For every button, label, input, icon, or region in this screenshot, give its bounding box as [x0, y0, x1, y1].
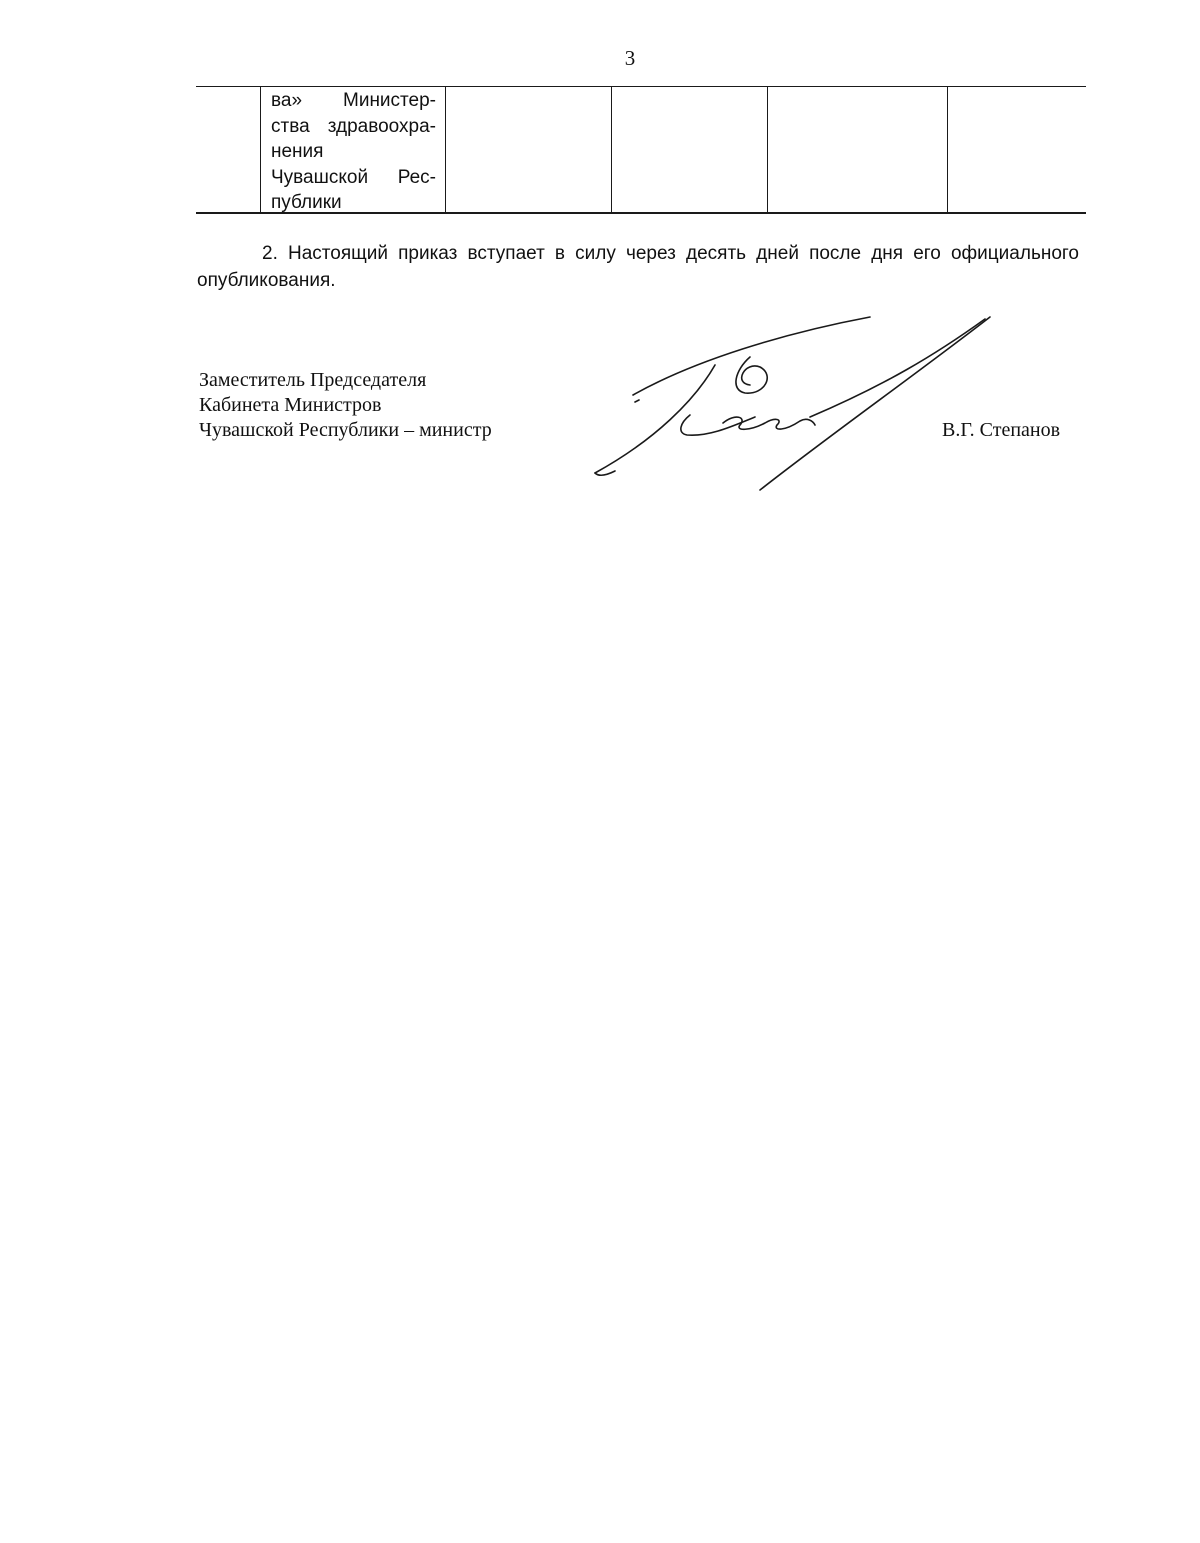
cell-line [271, 139, 436, 165]
cell-word: нения [271, 141, 324, 162]
signature-stroke [736, 357, 767, 393]
signature-stroke [760, 317, 990, 490]
cell-line [271, 165, 436, 191]
cell-word: здравоохра- [327, 115, 436, 137]
paragraph-word: через [625, 243, 676, 264]
cell-word: Рес- [397, 166, 436, 188]
signature-stroke [681, 415, 755, 435]
cell-word: публики [271, 192, 342, 213]
paragraph-word: 2. [262, 243, 278, 264]
signatory-title [199, 368, 492, 443]
paragraph-word: его [913, 243, 941, 264]
paragraph-word: после [809, 243, 862, 264]
table-column-divider [445, 86, 446, 214]
paragraph-word: дня [871, 243, 904, 264]
cell-word: ства [271, 115, 310, 137]
signatory-title-line: Чувашской Республики – министр [199, 419, 492, 441]
table-cell-organization [271, 88, 436, 216]
signatory-title-line: Кабинета Министров [199, 394, 382, 416]
paragraph-word: дней [756, 243, 799, 264]
paragraph-word: Настоящий [287, 243, 388, 264]
effective-date-paragraph [197, 240, 1079, 294]
table-top-border [196, 86, 1086, 87]
paragraph-word: десять [686, 243, 747, 264]
cell-word: ва» [271, 90, 303, 111]
signature-stroke [723, 417, 815, 429]
cell-line [271, 190, 436, 216]
signatory-title-line: Заместитель Председателя [199, 369, 427, 391]
cell-line [271, 114, 436, 140]
table-column-divider [767, 86, 768, 214]
cell-line [271, 88, 436, 114]
signatory-name: В.Г. Степанов [942, 419, 1061, 441]
handwritten-signature [585, 305, 1005, 495]
signature-stroke [633, 317, 870, 395]
table-column-divider [611, 86, 612, 214]
paragraph-line [197, 240, 1079, 267]
table-column-divider [947, 86, 948, 214]
cell-word: Чувашской [271, 166, 369, 188]
paragraph-word: вступает [467, 243, 545, 264]
signature-stroke [810, 319, 985, 417]
page-number: 3 [624, 46, 636, 70]
signature-stroke [635, 400, 639, 402]
table-fragment [196, 86, 1086, 214]
paragraph-word: в [554, 243, 566, 264]
paragraph-word: приказ [398, 243, 458, 264]
paragraph-word: силу [575, 243, 616, 264]
signature-stroke [595, 365, 715, 473]
table-column-divider [260, 86, 261, 214]
cell-word: Министер- [343, 90, 436, 111]
paragraph-line: опубликования. [197, 270, 336, 291]
paragraph-word: официального [950, 243, 1079, 264]
